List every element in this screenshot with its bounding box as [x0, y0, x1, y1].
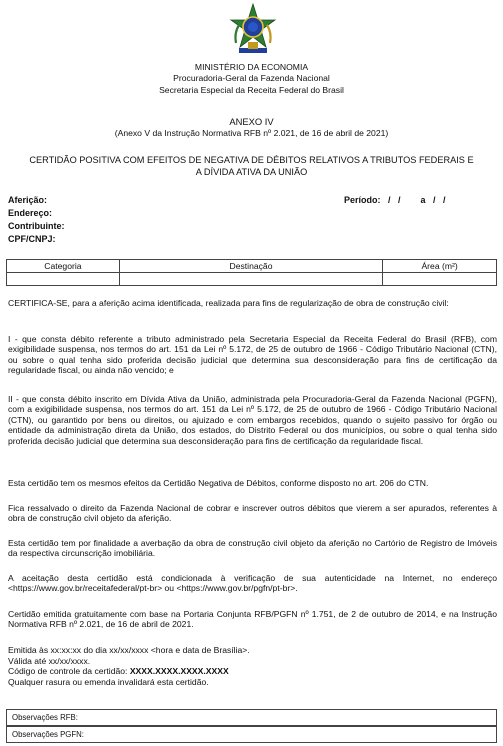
- pgfn-name: Procuradoria-Geral da Fazenda Nacional: [173, 73, 330, 83]
- issuance-block: [8, 645, 497, 687]
- cpf-cnpj-label: CPF/CNPJ:: [8, 234, 56, 244]
- afericao-label: Aferição:: [8, 195, 48, 205]
- erasure-warning: Qualquer rasura ou emenda invalidará esta certidão.: [8, 676, 209, 687]
- validity-date: Válida até xx/xx/xxxx.: [8, 655, 91, 666]
- header-categoria: Categoria: [7, 260, 120, 273]
- control-code-value: XXXX.XXXX.XXXX.XXXX: [129, 666, 229, 677]
- annex-subtitle: (Anexo V da Instrução Normativa RFB nº 2.021, de 16 de abril de 2021): [114, 128, 389, 138]
- certifica-paragraph: CERTIFICA-SE, para a aferição acima identificada, realizada para fins de regularização de obra de construção civil:: [8, 298, 449, 308]
- authenticity-paragraph: A aceitação desta certidão está condicionada à verificação de sua autenticidade na Internet, no endereço <https://www.gov.br/receitafederal/pt-br> ou <https://www.gov.br/pgfn/pt-br>.: [8, 573, 497, 594]
- endereco-label: Endereço:: [8, 208, 53, 218]
- certificate-title-line1: CERTIDÃO POSITIVA COM EFEITOS DE NEGATIVA DE DÉBITOS RELATIVOS A TRIBUTOS FEDERAIS E: [29, 155, 474, 165]
- table-cell: [383, 273, 497, 286]
- purpose-paragraph: Esta certidão tem por finalidade a averbação da obra de construção civil objeto da aferição no Cartório de Registro de Imóveis da respectiva circunscrição imobiliária.: [8, 538, 497, 559]
- table-cell: [7, 273, 120, 286]
- control-code-label: Código de controle da certidão:: [8, 666, 130, 677]
- reservation-paragraph: Fica ressalvado o direito da Fazenda Nacional de cobrar e inscrever outros débitos que vierem a ser apurados, referentes à obra de construção civil objeto da aferição.: [8, 503, 497, 524]
- certificate-title-line2: A DÍVIDA ATIVA DA UNIÃO: [195, 167, 308, 177]
- header-area: Área (m²): [383, 260, 497, 273]
- control-code-line: [8, 666, 497, 677]
- observations-pgfn-label: Observações PGFN:: [12, 730, 84, 739]
- observations-pgfn-box: [6, 726, 497, 743]
- contribuinte-label: Contribuinte:: [8, 221, 65, 231]
- periodo-label: Período: / / a / /: [344, 195, 446, 205]
- emission-time: Emitida às xx:xx:xx do dia xx/xx/xxxx <hora e data de Brasília>.: [8, 645, 250, 655]
- annex-title: ANEXO IV: [229, 116, 274, 127]
- observations-rfb-box: [6, 709, 497, 726]
- header-destinacao: Destinação: [119, 260, 382, 273]
- table-cell: [119, 273, 382, 286]
- rfb-name: Secretaria Especial da Receita Federal do Brasil: [159, 85, 344, 95]
- item-ii-paragraph: II - que consta débito inscrito em Dívida Ativa da União, administrada pela Procuradoria-Geral da Fazenda Nacional (PGFN), com a exigibilidade suspensa, nos termos do art. 151 da Lei nº 5.172, de 25 de outubro de 1966 - Código Tributário Nacional (CTN), ou garantido por bens ou direitos, ou ajuizado e com embargos recebidos, quando o sujeito passivo for órgão ou entidade da administração direta da União, dos estados, do Distrito Federal ou dos municípios, ou sobre o qual tenha sido proferida decisão judicial que determina sua desconsideração para fins de certificação da regularidade fiscal.: [8, 394, 497, 446]
- item-i-paragraph: I - que consta débito referente a tributo administrado pela Secretaria Especial da Receita Federal do Brasil (RFB), com exigibilidade suspensa, nos termos do art. 151 da Lei nº 5.172, de 25 de outubro de 1966 - Código Tributário Nacional (CTN), ou sobre o qual tenha sido proferida decisão judicial que determina sua desconsideração para fins de certificação da regularidade fiscal, ou ainda não vencido; e: [8, 334, 497, 376]
- legal-basis-paragraph: Certidão emitida gratuitamente com base na Portaria Conjunta RFB/PGFN nº 1.751, de 2 de outubro de 2014, e na Instrução Normativa RFB nº 2.021, de 16 de abril de 2021.: [8, 609, 497, 630]
- effects-paragraph: Esta certidão tem os mesmos efeitos da Certidão Negativa de Débitos, conforme disposto no art. 206 do CTN.: [8, 478, 429, 488]
- table-header-row: [7, 260, 497, 273]
- coat-of-arms-icon: [229, 3, 277, 59]
- ministry-name: MINISTÉRIO DA ECONOMIA: [194, 62, 309, 72]
- table-row: [7, 273, 497, 286]
- construction-table: [6, 259, 497, 286]
- observations-rfb-label: Observações RFB:: [12, 713, 78, 722]
